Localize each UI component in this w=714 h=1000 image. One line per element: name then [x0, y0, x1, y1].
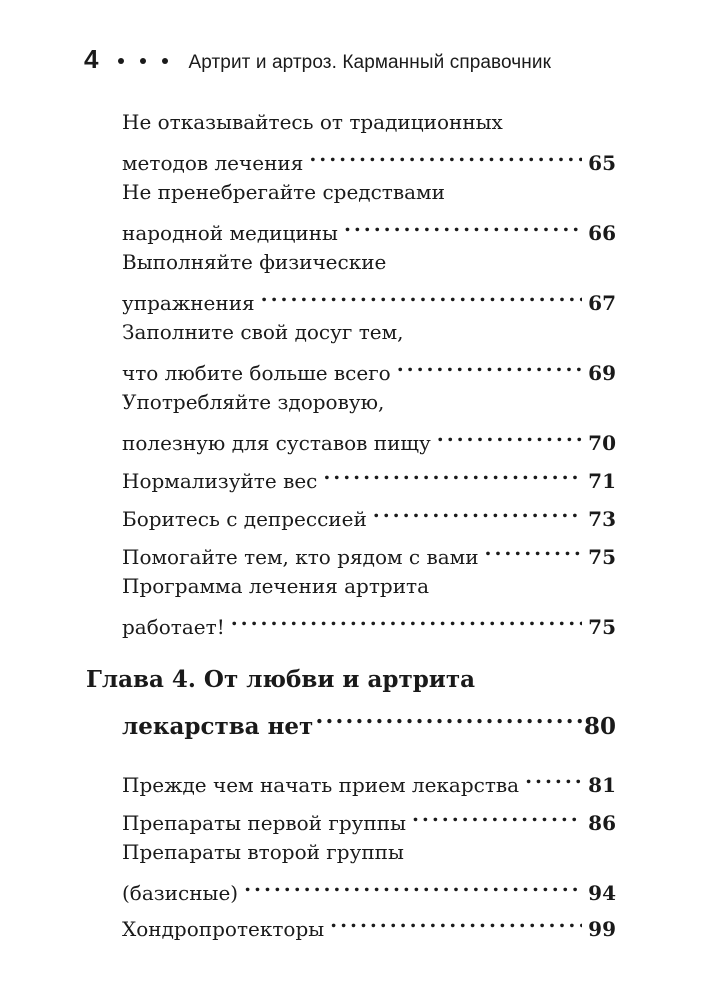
toc-entry-line: народной медицины	[122, 221, 338, 245]
dot-leader	[261, 278, 582, 310]
dot-leader	[309, 138, 582, 170]
toc-entry-line: работает!	[122, 615, 225, 639]
toc-entry[interactable]	[122, 904, 616, 941]
toc-page-number: 75	[588, 545, 616, 569]
dot-icon	[118, 58, 124, 64]
toc-entry-line: что любите больше всего	[122, 361, 391, 385]
toc-entry[interactable]	[122, 532, 616, 569]
dot-leader	[437, 418, 582, 450]
dot-leader	[231, 602, 582, 634]
toc-entry-line: Прежде чем начать прием лекарства	[122, 773, 520, 797]
toc-entry[interactable]	[122, 386, 616, 455]
page-number: 4	[84, 44, 99, 74]
toc-entry[interactable]	[122, 494, 616, 531]
toc-entry[interactable]	[122, 798, 616, 835]
dot-leader	[244, 868, 582, 900]
toc-page-number: 81	[588, 773, 616, 797]
running-title: Артрит и артроз. Карманный справочник	[188, 52, 551, 73]
toc-page-number: 75	[588, 615, 616, 639]
dot-icon	[162, 58, 168, 64]
toc-entry[interactable]	[122, 316, 616, 385]
toc-entry[interactable]	[122, 456, 616, 493]
toc-entry-line: Препараты второй группы	[122, 840, 404, 864]
toc-entry-line: Программа лечения артрита	[122, 574, 430, 598]
toc-page-number: 69	[588, 361, 616, 385]
dot-leader	[323, 456, 582, 488]
toc-entry-line: упражнения	[122, 291, 255, 315]
chapter-title-line: Глава 4. От любви и артрита	[86, 666, 475, 693]
toc-page-number: 99	[588, 917, 616, 941]
toc-page-number: 71	[588, 469, 616, 493]
toc-chapter-heading[interactable]	[86, 662, 616, 740]
toc-page-number: 86	[588, 811, 616, 835]
running-header	[84, 44, 551, 78]
toc-entry-line: Препараты первой группы	[122, 811, 406, 835]
toc-entry[interactable]	[122, 836, 616, 905]
dot-leader	[344, 208, 582, 240]
dot-leader	[485, 532, 583, 564]
toc-page-number: 73	[588, 507, 616, 531]
dot-leader	[373, 494, 582, 526]
dot-leader	[525, 760, 582, 792]
toc-entry-line: Боритесь с депрессией	[122, 507, 367, 531]
chapter-title-line: лекарства нет	[122, 713, 314, 740]
toc-entry-line: Употребляйте здоровую,	[122, 390, 385, 414]
dot-leader	[397, 348, 582, 380]
toc-entry-line: полезную для суставов пищу	[122, 431, 431, 455]
toc-page-number: 67	[588, 291, 616, 315]
toc-entry-line: (базисные)	[122, 881, 239, 905]
toc-page-number: 65	[588, 151, 616, 175]
toc-entry-line: Выполняйте физические	[122, 250, 387, 274]
dot-leader	[412, 798, 582, 830]
dot-leader	[330, 904, 582, 936]
dot-leader	[315, 698, 582, 734]
dot-icon	[140, 58, 146, 64]
toc-entry-line: Помогайте тем, кто рядом с вами	[122, 545, 479, 569]
toc-entry-line: Хондропротекторы	[122, 917, 325, 941]
toc-page-number: 66	[588, 221, 616, 245]
toc-entry-line: Нормализуйте вес	[122, 469, 318, 493]
toc-entry-line: Заполните свой досуг тем,	[122, 320, 404, 344]
toc-entry[interactable]	[122, 176, 616, 245]
toc-entry-line: Не отказывайтесь от традиционных	[122, 110, 503, 134]
toc-entry[interactable]	[122, 570, 616, 639]
chapter-page-number: 80	[583, 713, 616, 740]
header-dots	[118, 58, 168, 64]
toc-entry[interactable]	[122, 246, 616, 315]
toc-entry[interactable]	[122, 760, 616, 797]
toc-page-number: 70	[588, 431, 616, 455]
toc-entry-line: методов лечения	[122, 151, 304, 175]
toc-entry[interactable]	[122, 106, 616, 175]
toc-entry-line: Не пренебрегайте средствами	[122, 180, 445, 204]
toc-page-number: 94	[588, 881, 616, 905]
